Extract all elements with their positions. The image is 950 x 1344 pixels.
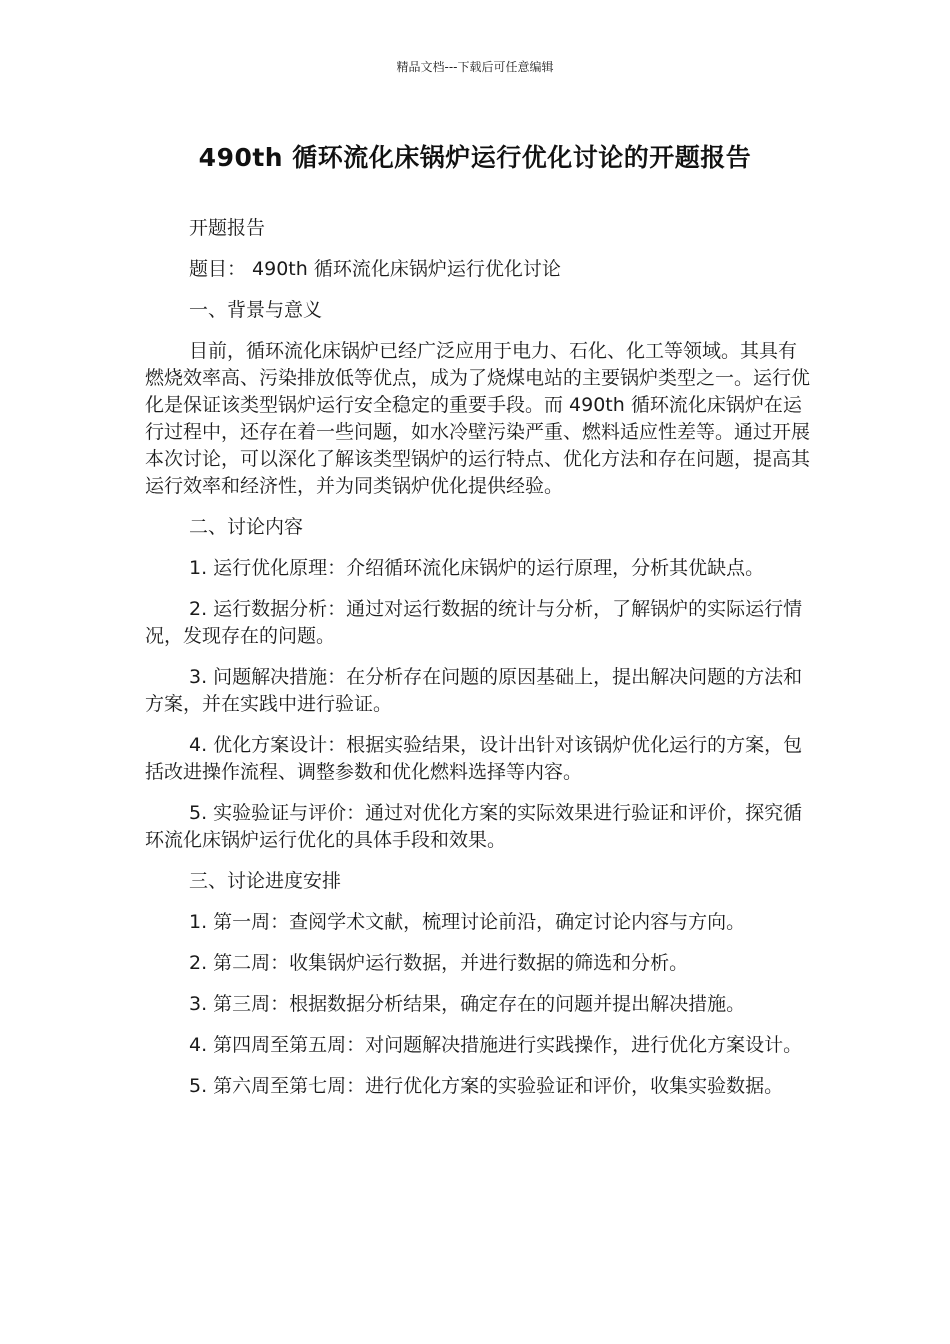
schedule-item-3: 3. 第三周：根据数据分析结果，确定存在的问题并提出解决措施。: [189, 993, 746, 1015]
paragraph-topic: 题目： 490th 循环流化床锅炉运行优化讨论: [189, 258, 561, 280]
schedule-item-5: 5. 第六周至第七周：进行优化方案的实验验证和评价，收集实验数据。: [189, 1075, 784, 1097]
schedule-item-1: 1. 第一周：查阅学术文献，梳理讨论前沿，确定讨论内容与方向。: [189, 911, 746, 933]
paragraph-background: 目前，循环流化床锅炉已经广泛应用于电力、石化、化工等领域。其具有燃烧效率高、污染排放低等优点，成为了烧煤电站的主要锅炉类型之一。运行优化是保证该类型锅炉运行安全稳定的重要手段。而 490th 循环流化床锅炉在运行过程中，还存在着一些问题，如水冷壁污染严重、燃料适应性差等。通过开展本次讨论，可以深化了解该类型锅炉的运行特点、优化方法和存在问题，提高其运行效率和经济性，并为同类锅炉优化提供经验。: [145, 340, 811, 497]
document-title: 490th 循环流化床锅炉运行优化讨论的开题报告: [198, 143, 752, 172]
content-item-4: 4. 优化方案设计：根据实验结果，设计出针对该锅炉优化运行的方案，包括改进操作流程、调整参数和优化燃料选择等内容。: [145, 734, 803, 783]
content-item-5: 5. 实验验证与评价：通过对优化方案的实际效果进行验证和评价，探究循环流化床锅炉运行优化的具体手段和效果。: [145, 802, 803, 851]
schedule-item-2: 2. 第二周：收集锅炉运行数据，并进行数据的筛选和分析。: [189, 952, 689, 974]
document-body: [145, 215, 813, 1114]
section-heading-background: 一、背景与意义: [189, 299, 323, 321]
header-note: 精品文档---下载后可任意编辑: [396, 60, 554, 74]
section-heading-content: 二、讨论内容: [189, 516, 304, 538]
section-heading-schedule: 三、讨论进度安排: [189, 870, 342, 892]
content-item-3: 3. 问题解决措施：在分析存在问题的原因基础上，提出解决问题的方法和方案，并在实践中进行验证。: [145, 666, 803, 715]
paragraph-report-label: 开题报告: [189, 217, 266, 239]
content-item-2: 2. 运行数据分析：通过对运行数据的统计与分析，了解锅炉的实际运行情况，发现存在的问题。: [145, 598, 803, 647]
content-item-1: 1. 运行优化原理：介绍循环流化床锅炉的运行原理，分析其优缺点。: [189, 557, 765, 579]
schedule-item-4: 4. 第四周至第五周：对问题解决措施进行实践操作，进行优化方案设计。: [189, 1034, 803, 1056]
